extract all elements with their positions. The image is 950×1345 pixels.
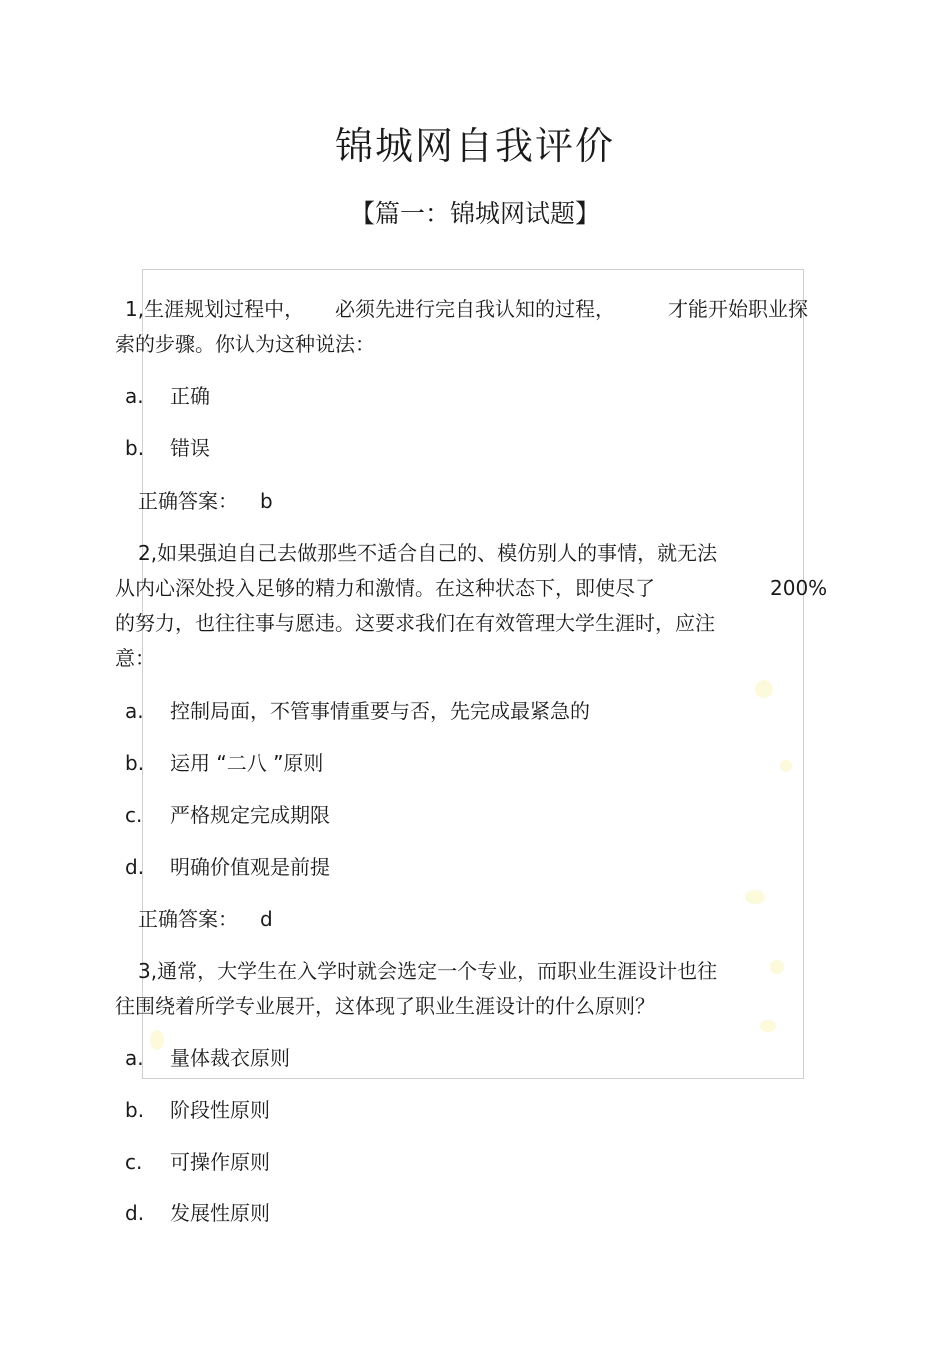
q1-answer bbox=[138, 487, 273, 515]
q3-option-b-text: 阶段性原则 bbox=[170, 1098, 270, 1122]
q2-text-line1: 2,如果强迫自己去做那些不适合自己的、模仿别人的事情，就无法 bbox=[138, 541, 718, 565]
q1-text-part1: 1,生涯规划过程中， bbox=[125, 297, 305, 321]
watermark-speck bbox=[150, 1030, 164, 1050]
answer-value: b bbox=[260, 489, 273, 513]
q2-option-c-letter: c. bbox=[125, 803, 143, 827]
answer-value: d bbox=[260, 907, 273, 931]
q2-option-a-text: 控制局面，不管事情重要与否，先完成最紧急的 bbox=[170, 699, 590, 723]
q3-text-line1: 3,通常，大学生在入学时就会选定一个专业，而职业生涯设计也往 bbox=[138, 959, 718, 983]
page-title: 锦城网自我评价 bbox=[334, 124, 615, 168]
watermark-speck bbox=[780, 760, 792, 772]
q2-option-b-text: 运用 “二八 ”原则 bbox=[170, 751, 324, 775]
answer-label: 正确答案： bbox=[138, 907, 238, 931]
q1-option-b-letter: b. bbox=[125, 436, 145, 460]
q3-option-a-letter: a. bbox=[125, 1046, 144, 1070]
q3-text-line2: 往围绕着所学专业展开，这体现了职业生涯设计的什么原则？ bbox=[115, 994, 655, 1018]
q2-option-c-text: 严格规定完成期限 bbox=[170, 803, 330, 827]
q1-option-b-text: 错误 bbox=[170, 436, 210, 460]
q1-text-part2: 必须先进行完自我认知的过程， bbox=[335, 297, 615, 321]
answer-label: 正确答案： bbox=[138, 489, 238, 513]
q1-option-a-letter: a. bbox=[125, 384, 144, 408]
watermark-speck bbox=[770, 960, 784, 974]
q1-text-part3: 才能开始职业探 bbox=[668, 297, 808, 321]
q3-option-a-text: 量体裁衣原则 bbox=[170, 1046, 290, 1070]
q2-option-d-text: 明确价值观是前提 bbox=[170, 855, 330, 879]
q2-text-line4: 意： bbox=[115, 646, 155, 670]
q1-text-line2: 索的步骤。你认为这种说法： bbox=[115, 332, 375, 356]
q2-text-line3: 的努力，也往往事与愿违。这要求我们在有效管理大学生涯时，应注 bbox=[115, 611, 715, 635]
watermark-speck bbox=[745, 890, 765, 904]
q3-option-b-letter: b. bbox=[125, 1098, 145, 1122]
watermark-speck bbox=[755, 680, 773, 698]
section-subtitle: 【篇一：锦城网试题】 bbox=[349, 199, 600, 228]
q3-option-d-letter: d. bbox=[125, 1201, 145, 1225]
q2-option-a-letter: a. bbox=[125, 699, 144, 723]
q1-option-a-text: 正确 bbox=[170, 384, 210, 408]
q2-text-line2: 从内心深处投入足够的精力和激情。在这种状态下，即使尽了 bbox=[115, 576, 655, 600]
q3-option-d-text: 发展性原则 bbox=[170, 1201, 270, 1225]
q3-option-c-letter: c. bbox=[125, 1150, 143, 1174]
q2-option-b-letter: b. bbox=[125, 751, 145, 775]
q2-percent: 200% bbox=[770, 576, 828, 600]
q2-option-d-letter: d. bbox=[125, 855, 145, 879]
q2-answer bbox=[138, 905, 273, 933]
q3-option-c-text: 可操作原则 bbox=[170, 1150, 270, 1174]
watermark-speck bbox=[760, 1020, 776, 1032]
